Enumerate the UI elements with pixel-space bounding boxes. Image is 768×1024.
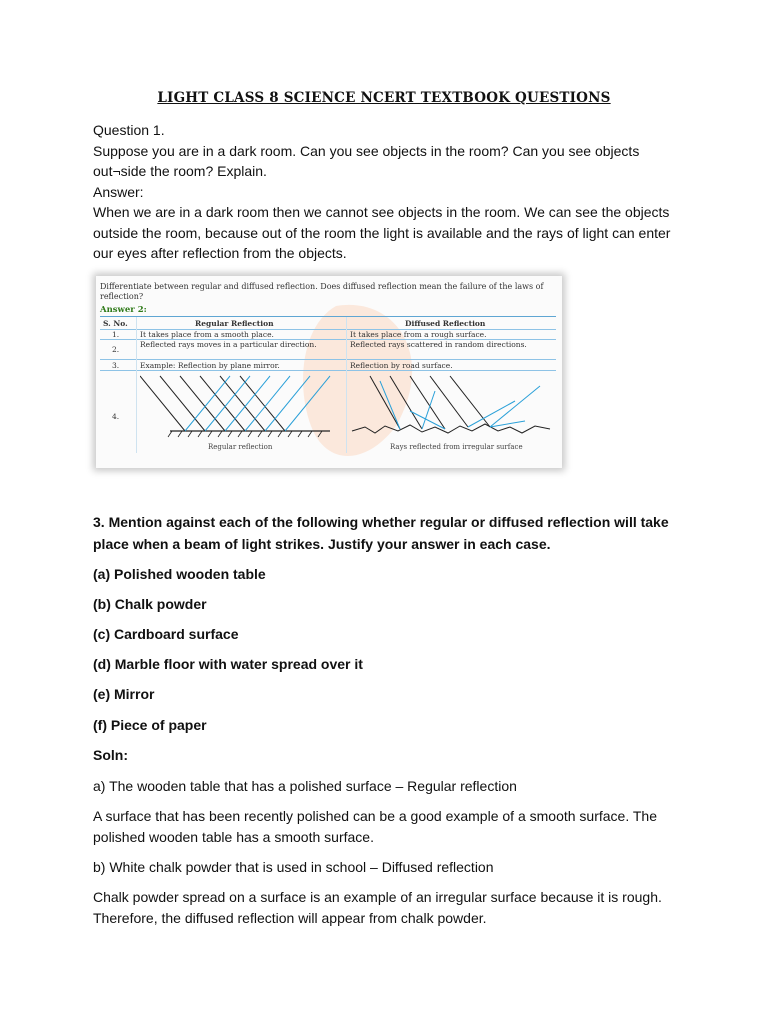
row-2-no: 2.	[112, 345, 120, 354]
diffused-reflection-diagram	[350, 371, 555, 443]
answer-1-text: When we are in a dark room then we cannot see objects in the room. We can see the objects outside the room, because out of the room the light is available and the rays of light can enter our eyes after reflection from the objects.	[93, 204, 671, 261]
comparison-table	[100, 316, 556, 453]
item-d: (d) Marble floor with water spread over it	[93, 656, 363, 672]
soln-b-heading: b) White chalk powder that is used in school – Diffused reflection	[93, 859, 494, 875]
row-1-no: 1.	[112, 330, 120, 339]
diffused-reflection-caption: Rays reflected from irregular surface	[390, 443, 523, 451]
header-diffused: Diffused Reflection	[405, 319, 486, 328]
row-1-diffused: It takes place from a rough surface.	[350, 330, 487, 339]
row-2-diffused: Reflected rays scattered in random directions.	[350, 340, 527, 349]
item-b: (b) Chalk powder	[93, 596, 207, 612]
figure-answer-label: Answer 2:	[100, 305, 147, 315]
row-1-regular: It takes place from a smooth place.	[140, 330, 274, 339]
regular-reflection-diagram	[140, 371, 340, 443]
question-1-text: Suppose you are in a dark room. Can you see objects in the room? Can you see objects out¬side the room? Explain.	[93, 142, 640, 179]
row-3-diffused: Reflection by road surface.	[350, 361, 453, 370]
header-sno: S. No.	[103, 319, 128, 328]
row-4-no: 4.	[112, 412, 120, 421]
item-a: (a) Polished wooden table	[93, 566, 266, 582]
question-3-text: 3. Mention against each of the following whether regular or diffused reflection will take place when a beam of light strikes. Justify your answer in each case.	[93, 514, 669, 552]
question-1-label: Question 1.	[93, 122, 165, 138]
figure-question: Differentiate between regular and diffused reflection. Does diffused reflection mean the failure of the laws of reflection?	[100, 282, 544, 301]
row-3-regular: Example: Reflection by plane mirror.	[140, 361, 280, 370]
item-e: (e) Mirror	[93, 686, 155, 702]
row-3-no: 3.	[112, 361, 120, 370]
header-regular: Regular Reflection	[195, 319, 274, 328]
soln-label: Soln:	[93, 747, 128, 763]
row-2-regular: Reflected rays moves in a particular direction.	[140, 340, 317, 349]
item-c: (c) Cardboard surface	[93, 626, 239, 642]
regular-reflection-caption: Regular reflection	[208, 443, 273, 451]
soln-b-body: Chalk powder spread on a surface is an example of an irregular surface because it is rough. Therefore, the diffused reflection will appear from chalk powder.	[93, 889, 662, 926]
answer-1-label: Answer:	[93, 183, 144, 200]
soln-a-heading: a) The wooden table that has a polished surface – Regular reflection	[93, 778, 517, 794]
item-f: (f) Piece of paper	[93, 717, 207, 733]
reflection-table-image	[96, 276, 562, 468]
soln-a-body: A surface that has been recently polished can be a good example of a smooth surface. The polished wooden table has a smooth surface.	[93, 808, 657, 845]
question-1-section	[93, 120, 678, 264]
page-title: LIGHT CLASS 8 SCIENCE NCERT TEXTBOOK QUESTIONS	[157, 90, 611, 106]
